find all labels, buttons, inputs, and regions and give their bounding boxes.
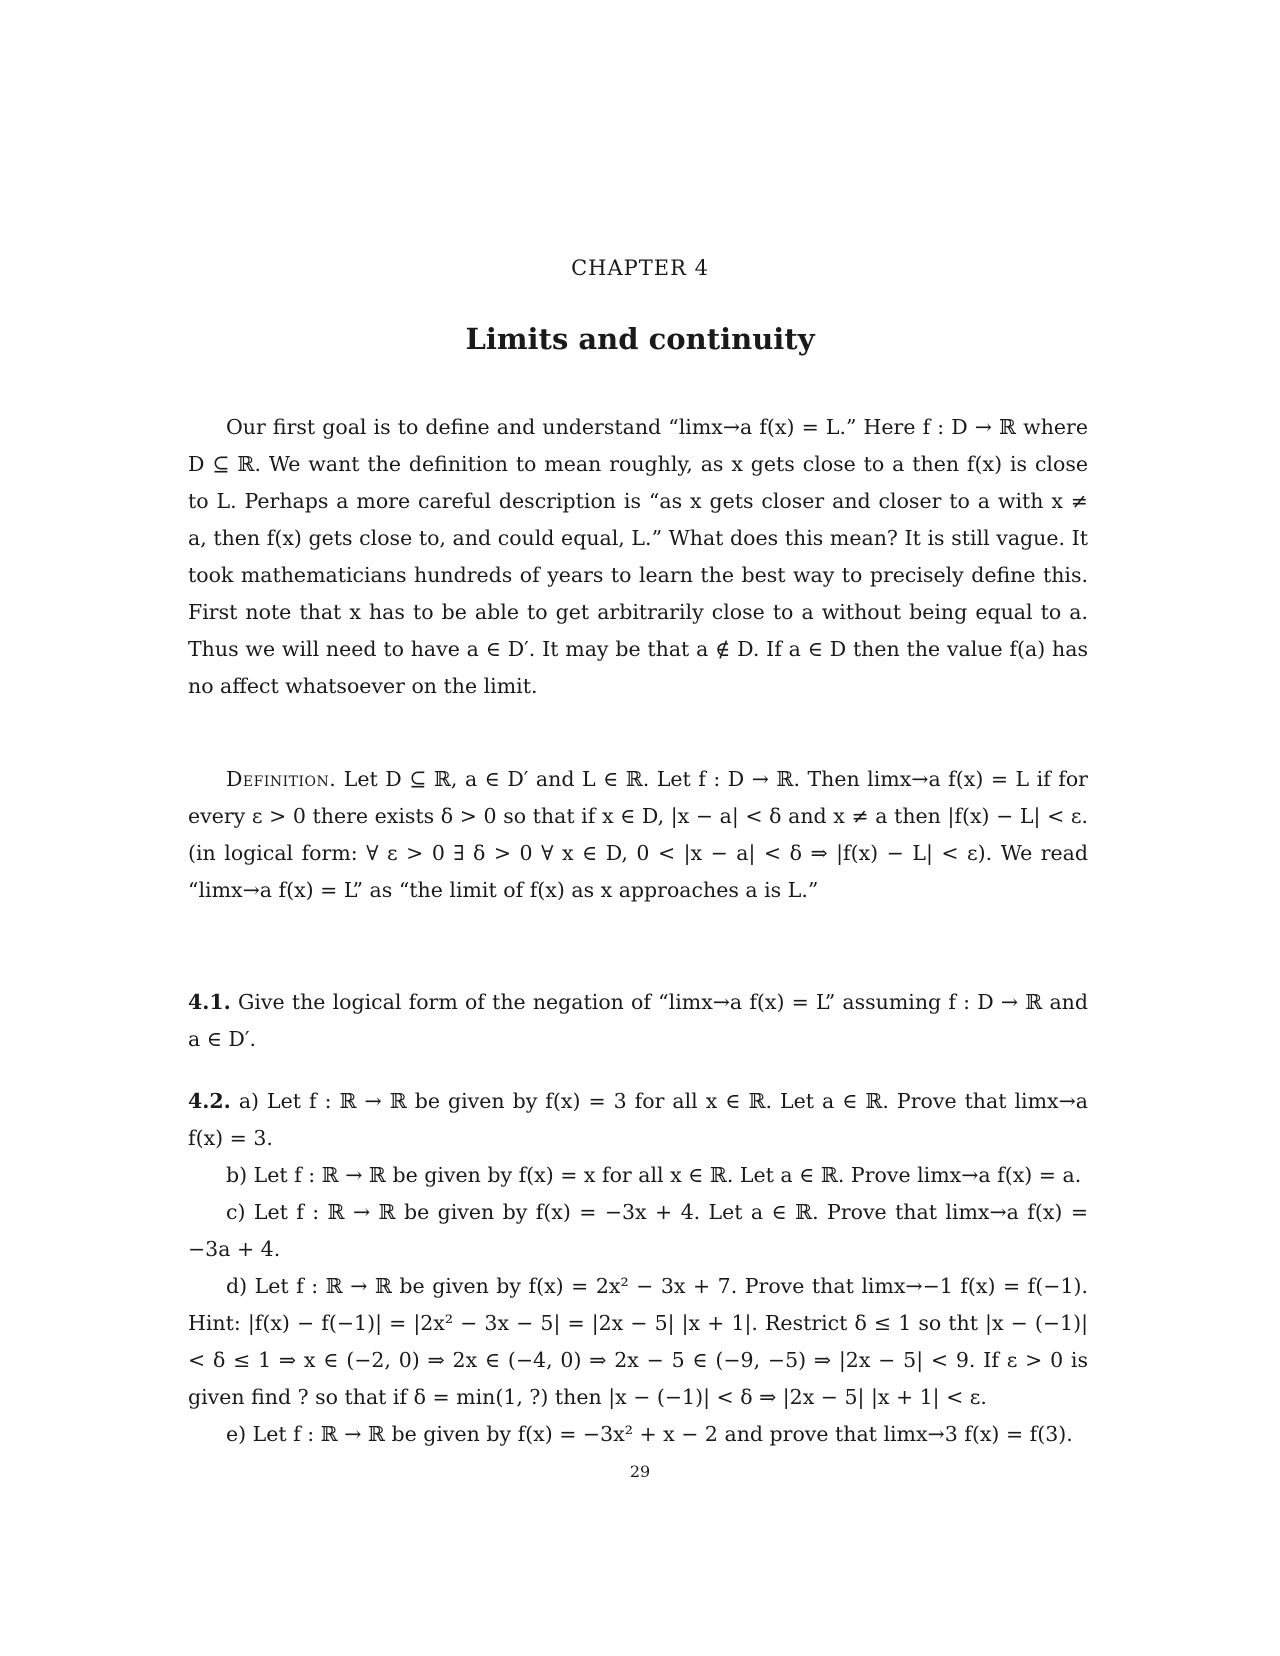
page-number: 29	[629, 1462, 651, 1481]
intro-paragraph: Our first goal is to define and understand “limx→a f(x) = L.” Here f : D → ℝ where D ⊆ ℝ. We want the definition to mean roughly, as x gets close to a then f(x) is close to L. Perhaps a more careful description is “as x gets closer and closer to a with x ≠ a, then f(x) gets close to, and could equal, L.” What does this mean? It is still vague. It took mathematicians hundreds of years to learn the best way to precisely define this. First note that x has to be able to get arbitrarily close to a without being equal to a. Thus we will need to have a ∈ D′. It may be that a ∉ D. If a ∈ D then the value f(a) has no affect whatsoever on the limit.	[188, 415, 1088, 698]
exercise-4-1-number: 4.1.	[188, 990, 231, 1014]
exercise-4-2-part-c: c) Let f : ℝ → ℝ be given by f(x) = −3x + 4. Let a ∈ ℝ. Prove that limx→a f(x) = −3a + 4.	[188, 1200, 1088, 1261]
exercise-4-2	[188, 1083, 1088, 1453]
definition-paragraph	[188, 761, 1088, 909]
exercise-4-2-part-b: b) Let f : ℝ → ℝ be given by f(x) = x for all x ∈ ℝ. Let a ∈ ℝ. Prove limx→a f(x) = a.	[226, 1163, 1082, 1187]
definition-text: Let D ⊆ ℝ, a ∈ D′ and L ∈ ℝ. Let f : D → ℝ. Then limx→a f(x) = L if for every ε > 0 there exists δ > 0 so that if x ∈ D, |x − a| < δ and x ≠ a then |f(x) − L| < ε. (in logical form: ∀ ε > 0 ∃ δ > 0 ∀ x ∈ D, 0 < |x − a| < δ ⇒ |f(x) − L| < ε). We read “limx→a f(x) = L” as “the limit of f(x) as x approaches a is L.”	[188, 767, 1088, 902]
exercise-4-2-number: 4.2.	[188, 1089, 231, 1113]
chapter-label: CHAPTER 4	[571, 256, 709, 280]
exercise-4-2-part-e: e) Let f : ℝ → ℝ be given by f(x) = −3x² + x − 2 and prove that limx→3 f(x) = f(3).	[226, 1422, 1073, 1446]
definition-label: Definition.	[226, 767, 337, 791]
exercise-4-2-part-a-block	[188, 1083, 1088, 1157]
exercise-4-1-text: Give the logical form of the negation of “limx→a f(x) = L” assuming f : D → ℝ and a ∈ D′.	[188, 990, 1088, 1051]
exercise-4-2-part-a: a) Let f : ℝ → ℝ be given by f(x) = 3 for all x ∈ ℝ. Let a ∈ ℝ. Prove that limx→a f(x) = 3.	[188, 1089, 1088, 1150]
exercise-4-2-part-d: d) Let f : ℝ → ℝ be given by f(x) = 2x² − 3x + 7. Prove that limx→−1 f(x) = f(−1). Hint: |f(x) − f(−1)| = |2x² − 3x − 5| = |2x − 5| |x + 1|. Restrict δ ≤ 1 so tht |x − (−1)| < δ ≤ 1 ⇒ x ∈ (−2, 0) ⇒ 2x ∈ (−4, 0) ⇒ 2x − 5 ∈ (−9, −5) ⇒ |2x − 5| < 9. If ε > 0 is given find ? so that if δ = min(1, ?) then |x − (−1)| < δ ⇒ |2x − 5| |x + 1| < ε.	[188, 1274, 1088, 1409]
chapter-title: Limits and continuity	[465, 322, 815, 356]
exercise-4-1	[188, 984, 1088, 1058]
